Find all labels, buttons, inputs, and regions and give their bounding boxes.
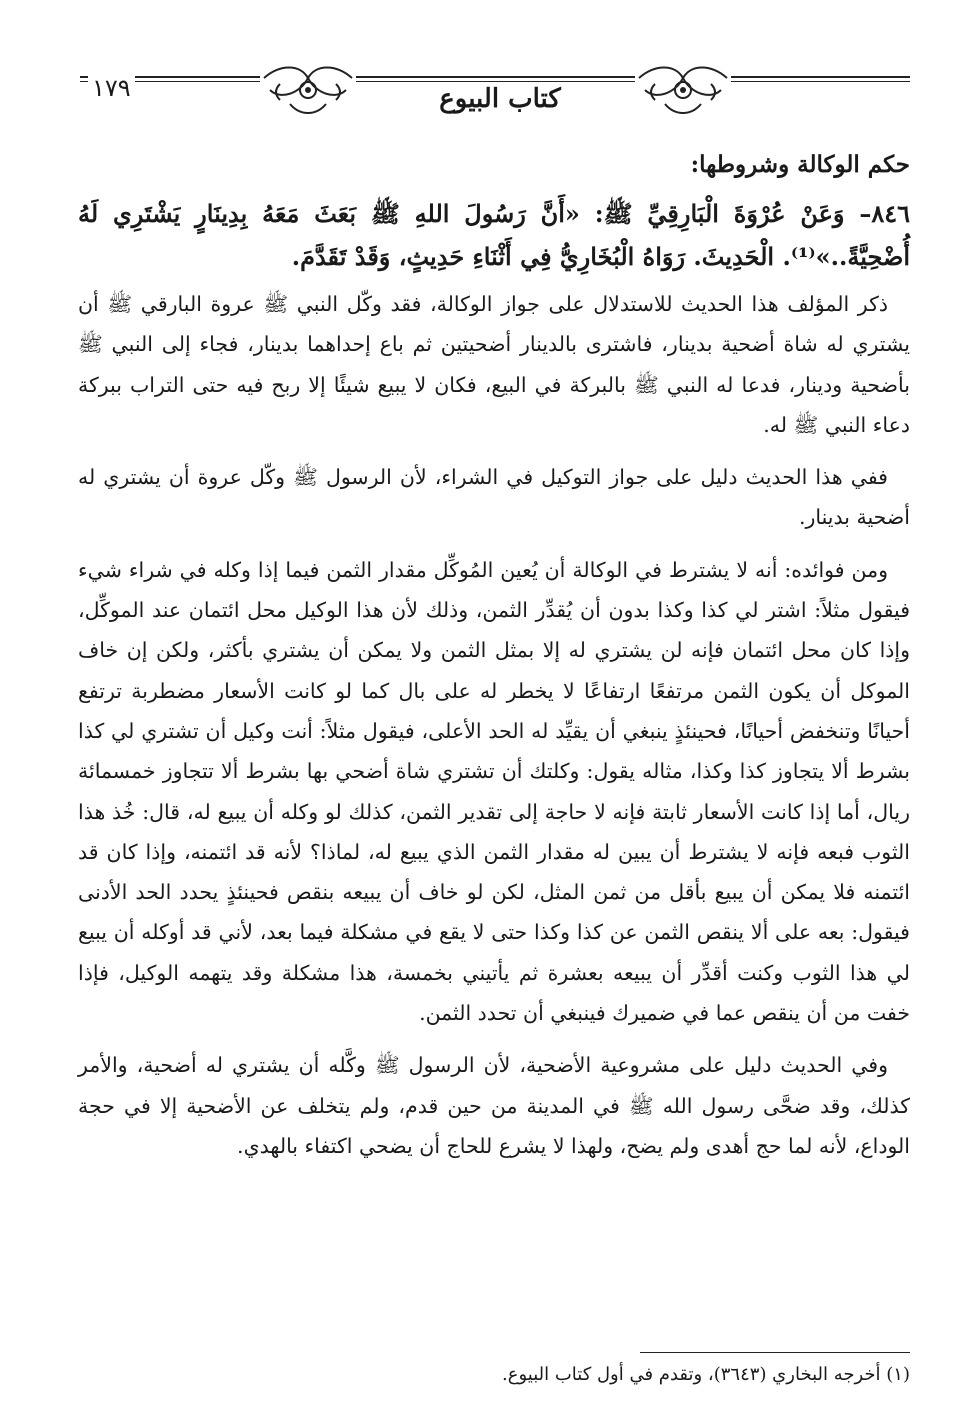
paragraph-3: ومن فوائده: أنه لا يشترط في الوكالة أن يُعين المُوكِّل مقدار الثمن فيما إذا وكله في شراء شيء فيقول مثلاً: اشتر لي كذا وكذا بدون أن يُقدِّر الثمن، وذلك لأن هذا الوكيل محل ائتمان عند الموكِّل، وإذا كان محل ائتمان فإنه لن يشتري له إلا بمثل الثمن ولا يمكن أن يشتري بأكثر، ولكن إن خاف الموكل أن يكون الثمن مرتفعًا ارتفاعًا لا يخطر له على بال كما لو كانت الأسعار مضطربة ترتفع أحيانًا وتنخفض أحيانًا، فحينئذٍ ينبغي أن يقيِّد له الحد الأعلى، فيقول مثلاً: أنت وكيل أن تشتري لي كذا بشرط ألا يتجاوز كذا وكذا، مثاله يقول: وكلتك أن تشتري شاة أضحي بها بشرط ألا تتجاوز خمسمائة ريال، أما إذا كانت الأسعار ثابتة فإنه لا حاجة إلى تقدير الثمن، كذلك لو وكله أن يبيع له، قال: خُذ هذا الثوب فبعه فإنه لا يشترط أن يبين له مقدار الثمن الذي يبيع له، لماذا؟ لأنه قد ائتمنه، وإذا كان قد ائتمنه فلا يمكن أن يبيع بأقل من ثمن المثل، لكن لو خاف أن يبيعه بنقص فحينئذٍ يحدد الحد الأدنى فيقول: بعه على ألا ينقص الثمن عن كذا وكذا حتى لا يقع في مشكلة فيما بعد، لأني قد أوكله أن يبيع لي هذا الثوب وكنت أقدِّر أن يبيعه بعشرة ثم يأتيني بخمسة، هذا مشكلة وقد يتهمه الوكيل، فإذا خفت من أن ينقص عما في ضميرك فينبغي أن تحدد الثمن. [78, 557, 910, 1026]
footnote: (١) أخرجه البخاري (٣٦٤٣)، وتقدم في أول كتاب البيوع. [502, 1364, 910, 1385]
page-header [80, 60, 910, 140]
ornament-left-icon [260, 60, 356, 124]
section-heading: حكم الوكالة وشروطها: [690, 151, 910, 178]
paragraph-1: ذكر المؤلف هذا الحديث للاستدلال على جواز الوكالة، فقد وكّل النبي ﷺ عروة البارقي ﷺ أن يشتري له شاة أضحية بدينار، فاشترى بالدينار أضحيتين ثم باع إحداهما بدينار، فجاء إلى النبي ﷺ بأضحية ودينار، فدعا له النبي ﷺ بالبركة في البيع، فكان لا يبيع شيئًا إلا ربح فيه حتى التراب ببركة دعاء النبي ﷺ له. [78, 292, 910, 437]
header-rule-thin [80, 81, 910, 82]
page-body [78, 148, 910, 1178]
paragraph-4: وفي الحديث دليل على مشروعية الأضحية، لأن الرسول ﷺ وكَّله أن يشتري له أضحية، والأمر كذلك، وقد ضحَّى رسول الله ﷺ في المدينة من حين قدم، ولم يتخلف عن الأضحية إلا في حجة الوداع، لأنه لما حج أهدى ولم يضح، ولهذا لا يشرع للحاج أن يضحي اكتفاء بالهدي. [78, 1053, 910, 1158]
hadith-text: ٨٤٦– وَعَنْ عُرْوَةَ الْبَارِقِيِّ ﷺ: «أَنَّ رَسُولَ اللهِ ﷺ بَعَثَ مَعَهُ بِدِينَارٍ يَشْتَرِي لَهُ أُضْحِيَّةً..»⁽¹⁾. الْحَدِيثَ. رَوَاهُ الْبُخَارِيُّ فِي أَثْنَاءِ حَدِيثٍ، وَقَدْ تَقَدَّمَ. [78, 199, 910, 271]
page-number: ١٧٩ [88, 74, 135, 102]
book-title: كتاب البيوع [380, 84, 620, 114]
paragraph-2: ففي هذا الحديث دليل على جواز التوكيل في الشراء، لأن الرسول ﷺ وكّل عروة أن يشتري له أضحية بدينار. [78, 465, 910, 530]
header-rule [80, 76, 910, 78]
footnote-divider [640, 1352, 910, 1353]
ornament-right-icon [635, 60, 731, 124]
